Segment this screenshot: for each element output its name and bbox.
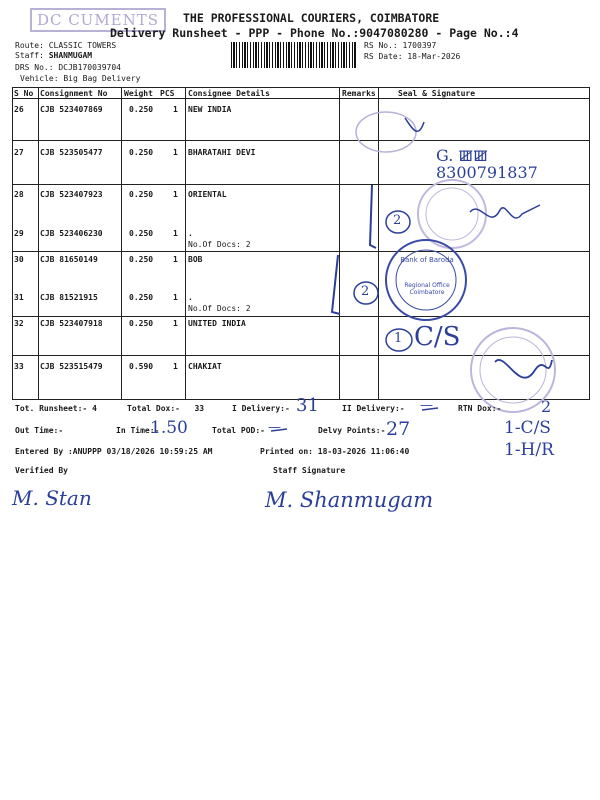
- row-consignment: CJB 523407923: [40, 190, 103, 199]
- handwritten-i-delivery: 31: [296, 395, 319, 416]
- i-delivery: I Delivery:-: [232, 404, 290, 413]
- row-note: No.Of Docs: 2: [188, 304, 251, 313]
- row-weight: 0.250: [129, 319, 154, 328]
- handwritten-delvy-points: 27: [386, 418, 411, 440]
- col-consignee: Consignee Details: [188, 89, 270, 98]
- row-consignment: CJB 81650149: [40, 255, 98, 264]
- verified-signature: M. Stan: [12, 486, 92, 510]
- row-sno: 28: [14, 190, 24, 199]
- handwritten-summary-hr: 1-H/R: [504, 440, 554, 460]
- route-line: Route: CLASSIC TOWERS: [15, 41, 117, 50]
- drs-line: DRS No.: DCJB170039704: [15, 63, 121, 72]
- handwritten-in-time: 1.50: [150, 418, 188, 438]
- delvy-points: Delvy Points:-: [318, 426, 386, 435]
- handwritten-mark-row30: 2: [361, 284, 370, 299]
- row-consignment: CJB 523406230: [40, 229, 103, 238]
- row-consignee: UNITED INDIA: [188, 319, 246, 328]
- staff-signature: M. Shanmugam: [265, 488, 434, 512]
- col-pcs: PCS: [160, 89, 175, 98]
- total-dox: Total Dox:- 33: [127, 404, 205, 413]
- row-consignee: .: [188, 293, 193, 302]
- row-sno: 32: [14, 319, 24, 328]
- tot-runsheet: Tot. Runsheet:- 4: [15, 404, 97, 413]
- row-consignee: BOB: [188, 255, 203, 264]
- row-pcs: 1: [173, 148, 178, 157]
- col-sno: S No: [14, 89, 34, 98]
- in-time: In Time:-: [116, 426, 160, 435]
- row-consignee: .: [188, 229, 193, 238]
- verified-by-label: Verified By: [15, 466, 68, 475]
- handwritten-rtn-dox: 2: [541, 397, 552, 416]
- rs-date-line: RS Date: 18-Mar-2026: [364, 52, 461, 61]
- col-consignment: Consignment No: [40, 89, 108, 98]
- row-pcs: 1: [173, 293, 178, 302]
- row-pcs: 1: [173, 105, 178, 114]
- handwritten-summary-cs: 1-C/S: [504, 418, 551, 438]
- handwritten-ii-delivery: —: [420, 398, 433, 413]
- row-consignee: CHAKIAT: [188, 362, 222, 371]
- rs-no-line: RS No.: 1700397: [364, 41, 437, 50]
- row-pcs: 1: [173, 255, 178, 264]
- handwritten-total-pod: —: [268, 420, 281, 435]
- vehicle-line: Vehicle: Big Bag Delivery: [20, 74, 141, 83]
- row-sno: 29: [14, 229, 24, 238]
- row-weight: 0.250: [129, 105, 154, 114]
- row-pcs: 1: [173, 190, 178, 199]
- col-weight: Weight: [124, 89, 153, 98]
- row-pcs: 1: [173, 229, 178, 238]
- row-consignment: CJB 523407918: [40, 319, 103, 328]
- row-weight: 0.590: [129, 362, 154, 371]
- row-note: No.Of Docs: 2: [188, 240, 251, 249]
- bank-stamp: Bank of Baroda Regional Office Coimbatore: [400, 256, 454, 296]
- company-title: THE PROFESSIONAL COURIERS, COIMBATORE: [183, 11, 440, 25]
- col-seal: Seal & Signature: [398, 89, 476, 98]
- row-sno: 33: [14, 362, 24, 371]
- handwritten-cs-row32: C/S: [414, 322, 461, 352]
- row-weight: 0.250: [129, 148, 154, 157]
- ii-delivery: II Delivery:-: [342, 404, 405, 413]
- total-pod: Total POD:-: [212, 426, 265, 435]
- rtn-dox: RTN Dox:-: [458, 404, 502, 413]
- row-consignee: ORIENTAL: [188, 190, 227, 199]
- row-consignee: BHARATAHI DEVI: [188, 148, 256, 157]
- row-weight: 0.250: [129, 190, 154, 199]
- staff-line: Staff: SHANMUGAM: [15, 51, 93, 60]
- entered-by: Entered By :ANUPPP 03/18/2026 10:59:25 AM: [15, 447, 213, 456]
- row-weight: 0.250: [129, 255, 154, 264]
- out-time: Out Time:-: [15, 426, 64, 435]
- row-weight: 0.250: [129, 293, 154, 302]
- row-consignment: CJB 523407869: [40, 105, 103, 114]
- col-remarks: Remarks: [342, 89, 376, 98]
- handwritten-mark-row32: 1: [394, 331, 403, 346]
- row-sno: 30: [14, 255, 24, 264]
- handwritten-phone-row27: 8300791837: [436, 163, 538, 182]
- staff-signature-label: Staff Signature: [273, 466, 346, 475]
- printed-on: Printed on: 18-03-2026 11:06:40: [260, 447, 410, 456]
- handwritten-name-row27: G. ꯀꯀ: [436, 146, 488, 165]
- row-pcs: 1: [173, 362, 178, 371]
- row-sno: 26: [14, 105, 24, 114]
- row-pcs: 1: [173, 319, 178, 328]
- row-weight: 0.250: [129, 229, 154, 238]
- row-sno: 31: [14, 293, 24, 302]
- handwritten-mark-row28: 2: [393, 213, 402, 228]
- row-consignment: CJB 523515479: [40, 362, 103, 371]
- logo-stamp: DC CUMENTS: [30, 8, 166, 32]
- row-consignment: CJB 523505477: [40, 148, 103, 157]
- row-sno: 27: [14, 148, 24, 157]
- runsheet-subtitle: Delivery Runsheet - PPP - Phone No.:9047080280 - Page No.:4: [110, 26, 519, 40]
- row-consignee: NEW INDIA: [188, 105, 232, 114]
- row-consignment: CJB 81521915: [40, 293, 98, 302]
